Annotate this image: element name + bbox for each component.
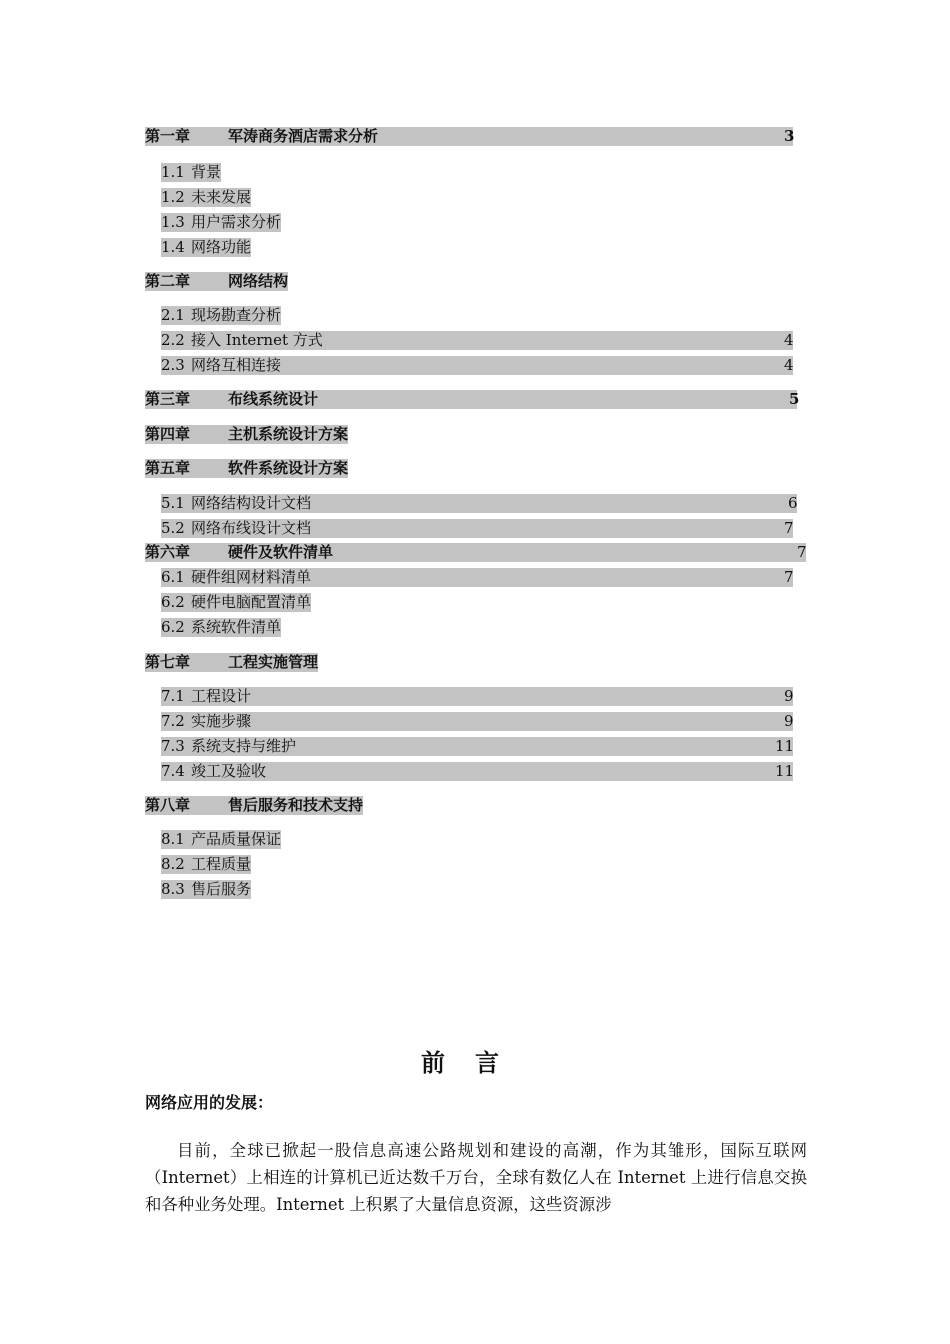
- toc-entry-number: 第四章: [145, 425, 191, 443]
- toc-section-entry[interactable]: [161, 737, 793, 756]
- toc-entry-number: 1.2: [161, 188, 185, 206]
- toc-entry-number: 2.3: [161, 356, 185, 374]
- toc-entry-number: 第五章: [145, 459, 191, 477]
- toc-page-number: 4: [784, 356, 794, 374]
- toc-entry-title: 售后服务和技术支持: [228, 796, 364, 814]
- toc-entry-number: 7.1: [161, 687, 185, 705]
- toc-entry-title: 背景: [191, 163, 222, 181]
- toc-entry-number: 5.2: [161, 519, 185, 537]
- toc-entry-number: 2.1: [161, 306, 185, 324]
- toc-entry-title: 硬件组网材料清单: [191, 568, 312, 586]
- toc-section-entry[interactable]: [161, 618, 281, 637]
- toc-page-number: 7: [784, 568, 794, 586]
- toc-entry-number: 7.3: [161, 737, 185, 755]
- toc-entry-title: 工程实施管理: [228, 653, 319, 671]
- toc-entry-number: 5.1: [161, 494, 185, 512]
- toc-entry-number: 1.4: [161, 238, 185, 256]
- toc-entry-number: 2.2: [161, 331, 185, 349]
- toc-entry-number: 6.2: [161, 593, 185, 611]
- toc-entry-title: 军涛商务酒店需求分析: [228, 127, 379, 145]
- toc-page-number: 3: [784, 127, 795, 145]
- toc-entry-number: 7.2: [161, 712, 185, 730]
- toc-entry-title: 实施步骤: [191, 712, 252, 730]
- toc-entry-title: 竣工及验收: [191, 762, 267, 780]
- toc-entry-number: 第八章: [145, 796, 191, 814]
- toc-entry-title: 现场勘查分析: [191, 306, 282, 324]
- toc-entry-title: 网络互相连接: [191, 356, 282, 374]
- toc-entry-title: 布线系统设计: [228, 390, 319, 408]
- toc-entry-number: 1.3: [161, 213, 185, 231]
- toc-entry-title: 硬件及软件清单: [228, 543, 334, 561]
- toc-entry-title: 主机系统设计方案: [228, 425, 349, 443]
- toc-entry-number: 第七章: [145, 653, 191, 671]
- toc-section-entry[interactable]: [161, 762, 793, 781]
- toc-chapter-entry[interactable]: [145, 459, 348, 478]
- toc-entry-title: 硬件电脑配置清单: [191, 593, 312, 611]
- toc-page-number: 7: [784, 519, 794, 537]
- toc-entry-title: 系统支持与维护: [191, 737, 297, 755]
- toc-entry-number: 8.3: [161, 880, 185, 898]
- toc-entry-number: 8.1: [161, 830, 185, 848]
- toc-entry-title: 系统软件清单: [191, 618, 282, 636]
- toc-section-entry[interactable]: [161, 163, 221, 182]
- toc-page-number: 9: [784, 687, 794, 705]
- toc-chapter-entry[interactable]: [145, 425, 348, 444]
- toc-section-entry[interactable]: [161, 306, 281, 325]
- toc-entry-title: 网络布线设计文档: [191, 519, 312, 537]
- toc-entry-title: 网络功能: [191, 238, 252, 256]
- toc-section-entry[interactable]: [161, 238, 251, 257]
- toc-entry-title: 售后服务: [191, 880, 252, 898]
- toc-entry-title: 用户需求分析: [191, 213, 282, 231]
- toc-chapter-entry[interactable]: [145, 796, 363, 815]
- toc-entry-title: 网络结构: [228, 272, 289, 290]
- toc-section-entry[interactable]: [161, 494, 797, 513]
- toc-entry-title: 网络结构设计文档: [191, 494, 312, 512]
- toc-page-number: 7: [797, 543, 807, 561]
- toc-entry-title: 软件系统设计方案: [228, 459, 349, 477]
- toc-entry-number: 6.1: [161, 568, 185, 586]
- preface-paragraph: 目前，全球已掀起一股信息高速公路规划和建设的高潮，作为其雏形，国际互联网（Internet）上相连的计算机已近达数千万台，全球有数亿人在 Internet 上进行信息交换和各种业务处理。Internet 上积累了大量信息资源，这些资源涉: [145, 1141, 807, 1214]
- toc-chapter-entry[interactable]: [145, 127, 793, 146]
- toc-section-entry[interactable]: [161, 331, 793, 350]
- toc-entry-number: 8.2: [161, 855, 185, 873]
- toc-entry-number: 第三章: [145, 390, 191, 408]
- toc-entry-title: 接入 Internet 方式: [191, 331, 323, 349]
- toc-entry-title: 工程质量: [191, 855, 252, 873]
- toc-page-number: 9: [784, 712, 794, 730]
- toc-entry-number: 6.2: [161, 618, 185, 636]
- toc-chapter-entry[interactable]: [145, 390, 800, 409]
- toc-entry-number: 7.4: [161, 762, 185, 780]
- toc-section-entry[interactable]: [161, 880, 251, 899]
- toc-entry-title: 产品质量保证: [191, 830, 282, 848]
- toc-section-entry[interactable]: [161, 519, 793, 538]
- toc-section-entry[interactable]: [161, 712, 793, 731]
- toc-entry-number: 第二章: [145, 272, 191, 290]
- toc-section-entry[interactable]: [161, 188, 251, 207]
- toc-page-number: 6: [788, 494, 798, 512]
- toc-entry-number: 第六章: [145, 543, 191, 561]
- toc-section-entry[interactable]: [161, 568, 793, 587]
- toc-entry-number: 1.1: [161, 163, 185, 181]
- preface-heading: 前言: [421, 1048, 529, 1077]
- preface-subheading: 网络应用的发展：: [145, 1093, 274, 1112]
- toc-section-entry[interactable]: [161, 830, 281, 849]
- toc-page-number: 4: [784, 331, 794, 349]
- toc-section-entry[interactable]: [161, 356, 793, 375]
- toc-chapter-entry[interactable]: [145, 272, 288, 291]
- toc-entry-title: 工程设计: [191, 687, 252, 705]
- toc-page-number: 5: [789, 390, 800, 408]
- toc-entry-number: 第一章: [145, 127, 191, 145]
- toc-section-entry[interactable]: [161, 593, 311, 612]
- toc-section-entry[interactable]: [161, 687, 793, 706]
- toc-entry-title: 未来发展: [191, 188, 252, 206]
- toc-chapter-entry[interactable]: [145, 543, 806, 562]
- toc-section-entry[interactable]: [161, 213, 281, 232]
- toc-section-entry[interactable]: [161, 855, 251, 874]
- toc-page-number: 11: [775, 737, 795, 755]
- toc-page-number: 11: [775, 762, 795, 780]
- toc-chapter-entry[interactable]: [145, 653, 318, 672]
